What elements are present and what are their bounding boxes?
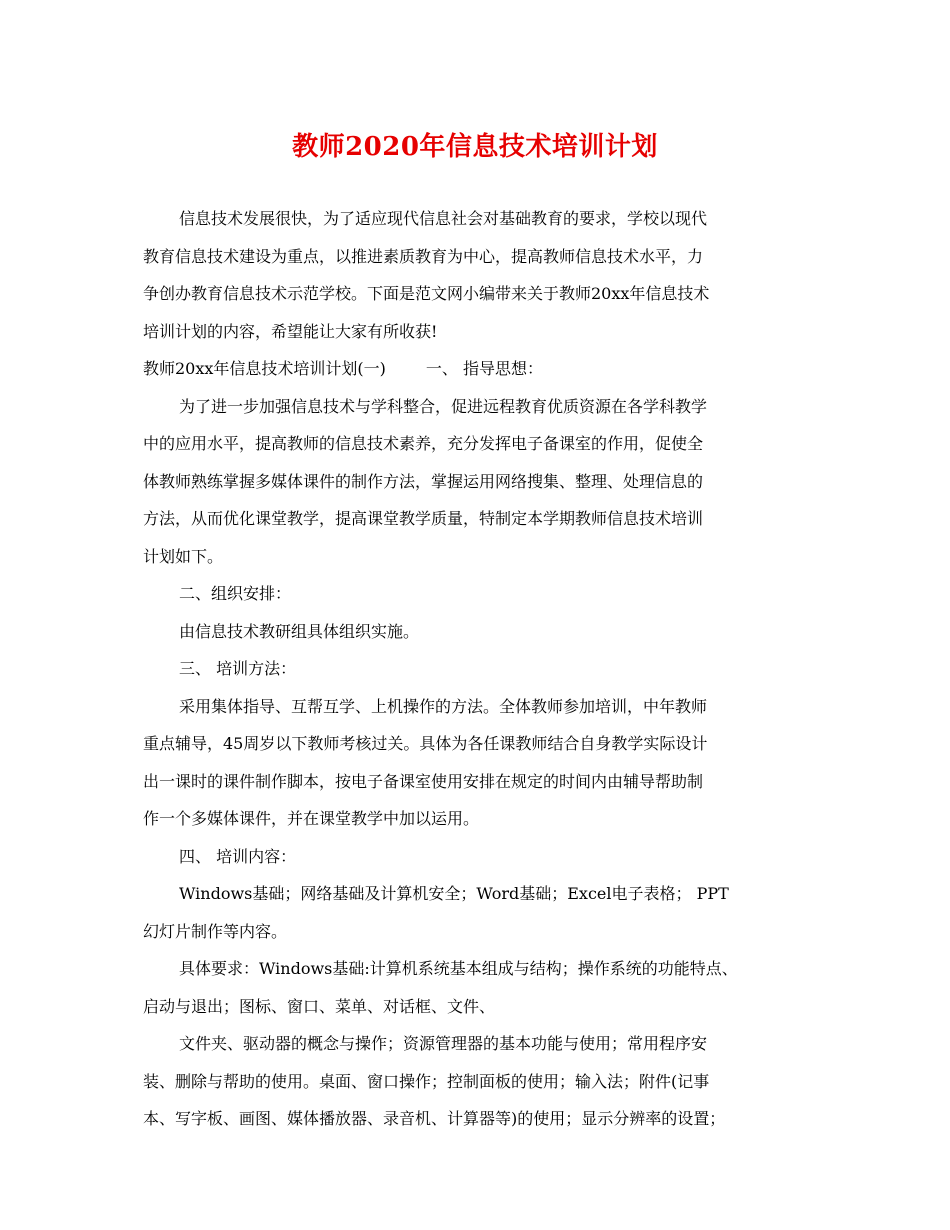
plan-heading: 教师20xx年信息技术培训计划(一) xyxy=(143,359,386,378)
paragraph-line: 重点辅导，45周岁以下教师考核过关。具体为各任课教师结合自身教学实际设计 xyxy=(143,734,708,753)
paragraph-line: 启动与退出；图标、窗口、菜单、对话框、文件、 xyxy=(143,996,496,1016)
paragraph-line: 教育信息技术建设为重点，以推进素质教育为中心，提高教师信息技术水平，力 xyxy=(143,246,704,266)
plan-heading-line xyxy=(143,350,808,388)
section-heading: 三、 培训方法： xyxy=(179,659,297,678)
paragraph-line: 文件夹、驱动器的概念与操作；资源管理器的基本功能与使用；常用程序安 xyxy=(179,1034,708,1053)
paragraph-line: 中的应用水平，提高教师的信息技术素养，充分发挥电子备课室的作用，促使全 xyxy=(143,434,704,453)
section-heading: 二、组织安排： xyxy=(179,584,292,603)
paragraph-line: 信息技术发展很快，为了适应现代信息社会对基础教育的要求，学校以现代 xyxy=(179,209,708,228)
section-one-heading: 一、 指导思想： xyxy=(425,359,543,378)
paragraph-line: 本、写字板、画图、媒体播放器、录音机、计算器等)的使用；显示分辨率的设置； xyxy=(143,1109,726,1128)
section-heading: 四、 培训内容： xyxy=(179,846,297,866)
paragraph-line: 体教师熟练掌握多媒体课件的制作方法，掌握运用网络搜集、整理、处理信息的 xyxy=(143,471,704,491)
paragraph-line: 方法，从而优化课堂教学，提高课堂教学质量，特制定本学期教师信息技术培训 xyxy=(143,509,704,528)
paragraph-line: Windows基础；网络基础及计算机安全；Word基础；Excel电子表格； PPT xyxy=(179,884,729,903)
paragraph-line: 由信息技术教研组具体组织实施。 xyxy=(179,621,420,641)
paragraph-line: 幻灯片制作等内容。 xyxy=(143,921,288,941)
paragraph-line: 为了进一步加强信息技术与学科整合，促进远程教育优质资源在各学科教学 xyxy=(179,396,708,416)
paragraph-line: 装、删除与帮助的使用。桌面、窗口操作；控制面板的使用；输入法；附件(记事 xyxy=(143,1071,710,1091)
paragraph-line: 计划如下。 xyxy=(143,546,224,566)
paragraph-line: 培训计划的内容，希望能让大家有所收获! xyxy=(143,321,438,341)
paragraph-line: 作一个多媒体课件，并在课堂教学中加以运用。 xyxy=(143,809,480,828)
document-body xyxy=(143,200,808,1138)
document-title: 教师2020年信息技术培训计划 xyxy=(292,132,658,162)
paragraph-line: 出一课时的课件制作脚本，按电子备课室使用安排在规定的时间内由辅导帮助制 xyxy=(143,771,704,791)
paragraph-line: 争创办教育信息技术示范学校。下面是范文网小编带来关于教师20xx年信息技术 xyxy=(143,284,710,303)
paragraph-line: 具体要求：Windows基础:计算机系统基本组成与结构；操作系统的功能特点、 xyxy=(179,959,738,978)
paragraph-line: 采用集体指导、互帮互学、上机操作的方法。全体教师参加培训，中年教师 xyxy=(179,696,708,716)
